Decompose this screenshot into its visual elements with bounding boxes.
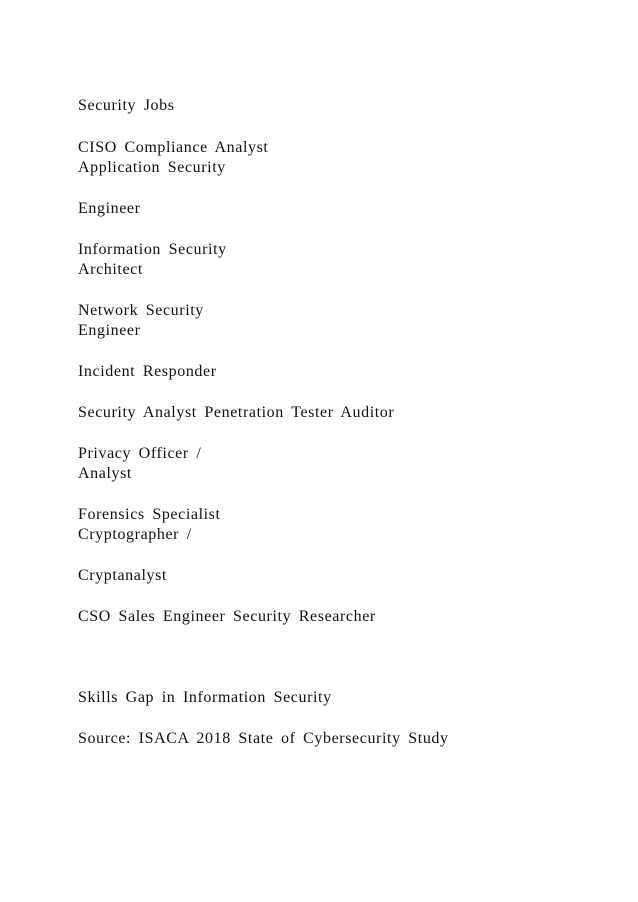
text-line: CISO Compliance Analyst: [78, 139, 269, 156]
text-line: Information Security: [78, 241, 227, 258]
text-line: Analyst: [78, 465, 132, 482]
text-line: Architect: [78, 261, 143, 278]
text-line: Cryptographer /: [78, 526, 192, 543]
section-heading-skills-gap: Skills Gap in Information Security: [78, 689, 332, 706]
text-line: Engineer: [78, 200, 141, 217]
text-line: Security Analyst Penetration Tester Auditor: [78, 404, 395, 421]
text-line: Incident Responder: [78, 363, 217, 380]
source-citation: Source: ISACA 2018 State of Cybersecurity Study: [78, 730, 449, 747]
text-line: CSO Sales Engineer Security Researcher: [78, 608, 376, 625]
text-line: Engineer: [78, 322, 141, 339]
heading-security-jobs: Security Jobs: [78, 97, 175, 114]
text-line: Network Security: [78, 302, 204, 319]
text-line: Privacy Officer /: [78, 445, 202, 462]
text-line: Application Security: [78, 159, 226, 176]
text-line: Forensics Specialist: [78, 506, 221, 523]
text-line: Cryptanalyst: [78, 567, 167, 584]
